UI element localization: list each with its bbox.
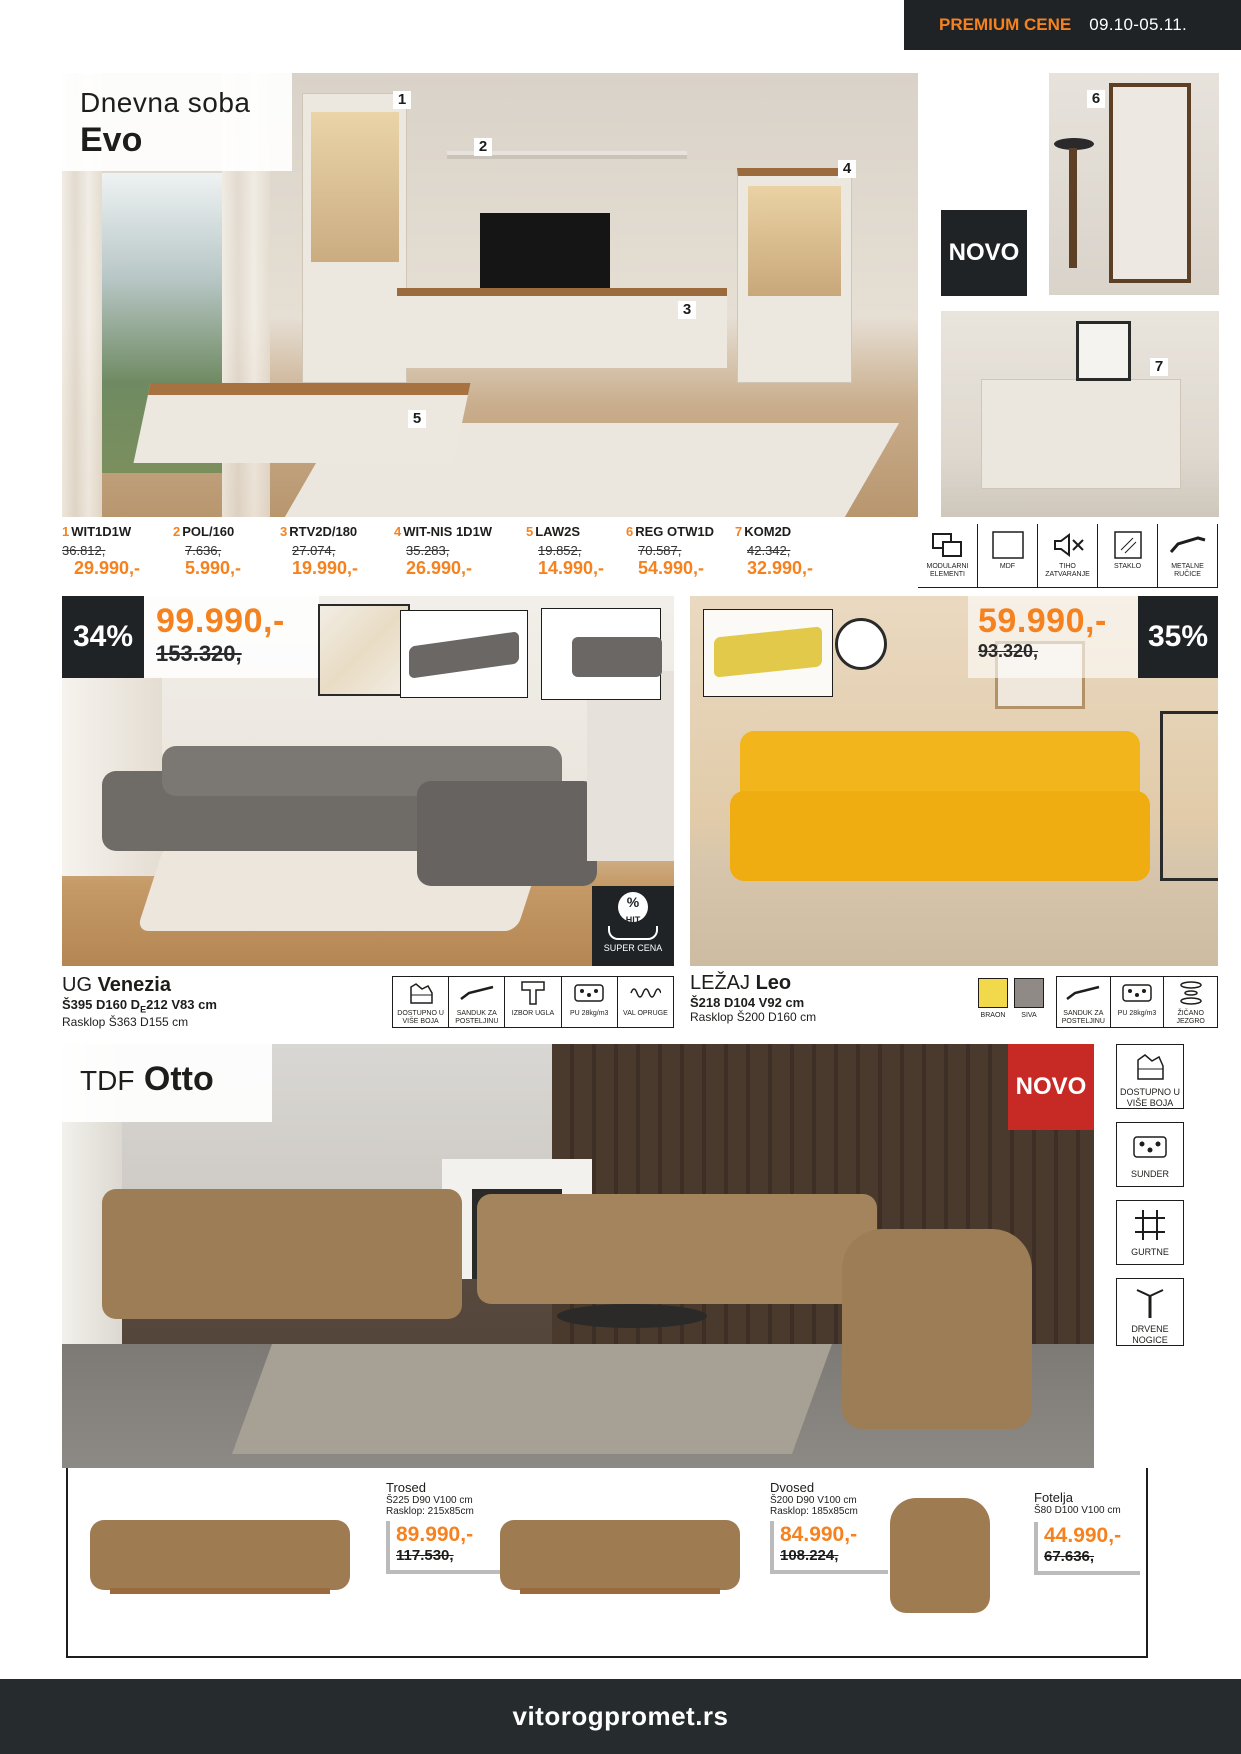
price-item: 7 KOM2D 42.342, 32.990,-	[735, 524, 814, 578]
tall-cabinet	[302, 93, 407, 383]
old-price: 7.636,	[185, 543, 222, 558]
feature-colors: DOSTUPNO U VIŠE BOJA	[393, 977, 449, 1027]
new-price: 29.990,-	[74, 558, 141, 578]
old-price: 35.283,	[406, 543, 450, 558]
coffee-table	[557, 1304, 707, 1328]
dvosed-image	[500, 1520, 740, 1610]
price-item: 2 POL/160 7.636, 5.990,-	[173, 524, 242, 578]
feature-mute: TIHO ZATVARANJE	[1038, 524, 1098, 587]
feature-storage: SANDUK ZA POSTELJINU	[449, 977, 505, 1027]
old-price: 42.342,	[747, 543, 791, 558]
feature-wood-legs: DRVENE NOGICE	[1116, 1278, 1184, 1346]
feature-mdf: MDF	[978, 524, 1038, 587]
old-price: 117.530,	[396, 1547, 454, 1564]
marker-2: 2	[474, 138, 492, 156]
old-price: 19.852,	[538, 543, 582, 558]
fotelja-info: Fotelja Š80 D100 V100 cm 44.990,- 67.636,	[1034, 1490, 1146, 1575]
swatch-icon	[408, 979, 434, 1007]
price: 59.990,-	[978, 602, 1107, 640]
price-bracket	[1034, 1522, 1140, 1575]
old-price: 27.074,	[292, 543, 336, 558]
old-price: 93.320,	[978, 641, 1039, 661]
feature-springs: VAL OPRUGE	[618, 977, 673, 1027]
feature-sunder: SUNDER	[1116, 1122, 1184, 1187]
otto-sofa-middle	[477, 1194, 877, 1304]
new-price: 26.990,-	[406, 558, 473, 578]
evo-title	[62, 73, 292, 171]
price-item: 1 WIT1D1W 36.812, 29.990,-	[62, 524, 141, 578]
evo-features	[918, 524, 1218, 588]
mdf-icon	[991, 530, 1025, 560]
spring-icon	[629, 979, 661, 1007]
feature-handle: METALNE RUČICE	[1158, 524, 1217, 587]
foam-icon	[1132, 1129, 1168, 1165]
evo-title-pre: Dnevna soba	[80, 87, 251, 118]
super-cena-badge: % HIT SUPER CENA	[592, 886, 674, 966]
venezia-features	[392, 976, 674, 1028]
sofa-variant-thumb	[541, 608, 661, 700]
leo-info: LEŽAJ Leo Š218 D104 V92 cm Rasklop Š200 D160 cm	[690, 972, 817, 1024]
old-price: 70.587,	[638, 543, 682, 558]
color-swatch-siva[interactable]: SIVA	[1014, 978, 1044, 1028]
venezia-price-box	[144, 596, 319, 678]
percent-icon: % HIT	[618, 892, 648, 922]
bookcase-photo	[1049, 73, 1219, 295]
footer	[0, 1679, 1241, 1754]
venezia-info: UG Venezia Š395 D160 $D_E212$ V83 cm Rasklop Š363 D155 cm	[62, 974, 217, 1029]
price-item: 5 LAW2S 19.852, 14.990,-	[526, 524, 605, 578]
feature-foam: PU 28kg/m3	[562, 977, 618, 1027]
swatch-icon	[1135, 1051, 1165, 1083]
feature-colors: DOSTUPNO U VIŠE BOJA	[1116, 1044, 1184, 1109]
glass-icon	[1113, 530, 1143, 560]
color-options	[978, 978, 1052, 1028]
feature-storage: SANDUK ZA POSTELJINU	[1057, 977, 1111, 1027]
price-item: 3 RTV2D/180 27.074, 19.990,-	[280, 524, 359, 578]
novo-badge: NOVO	[941, 210, 1027, 296]
new-price: 44.990,-	[1044, 1524, 1122, 1547]
old-price: 67.636,	[1044, 1548, 1095, 1565]
price-bracket	[770, 1521, 888, 1574]
trosed-info: Trosed Š225 D90 V100 cm Rasklop: 215x85cm 89.990,- 117.530,	[386, 1480, 526, 1574]
leo-bed-thumb	[703, 609, 833, 697]
sofa-variant-thumb	[400, 610, 528, 698]
marker-6: 6	[1087, 90, 1105, 108]
website-link[interactable]: vitorogpromet.rs	[512, 1701, 729, 1731]
sideboard-photo	[941, 311, 1219, 517]
price-item: 4 WIT-NIS 1D1W 35.283, 26.990,-	[394, 524, 493, 578]
new-price: 5.990,-	[185, 558, 242, 578]
color-swatch-braon[interactable]: BRAON	[978, 978, 1008, 1028]
tv	[480, 213, 610, 288]
dvosed-info: Dvosed Š200 D90 V100 cm Rasklop: 185x85cm 84.990,- 108.224,	[770, 1480, 910, 1574]
mute-icon	[1051, 530, 1085, 560]
old-price: 108.224,	[780, 1547, 839, 1564]
trosed-image	[90, 1520, 350, 1610]
wall-art	[318, 604, 410, 696]
fotelja-image	[890, 1498, 990, 1623]
new-price: 14.990,-	[538, 558, 605, 578]
feature-coil: ŽIČANO JEZGRO	[1164, 977, 1217, 1027]
hand-icon	[608, 926, 658, 940]
marker-4: 4	[838, 160, 856, 178]
webbing-icon	[1133, 1207, 1167, 1243]
handle-icon	[1168, 530, 1208, 560]
tv-unit	[397, 288, 727, 368]
feature-foam: PU 28kg/m3	[1111, 977, 1165, 1027]
marker-3: 3	[678, 301, 696, 319]
wood-leg-icon	[1135, 1285, 1165, 1320]
promo-dates: 09.10-05.11.	[1089, 15, 1188, 34]
rug	[232, 1344, 832, 1454]
discount-badge: 35%	[1138, 596, 1218, 678]
feature-glass: STAKLO	[1098, 524, 1158, 587]
feature-corner: IZBOR UGLA	[505, 977, 561, 1027]
feature-gurtne: GURTNE	[1116, 1200, 1184, 1265]
promo-label: PREMIUM CENE	[939, 15, 1072, 34]
corner-icon	[520, 979, 546, 1007]
evo-price-list	[62, 524, 922, 584]
otto-items-box	[66, 1468, 1148, 1658]
new-price: 19.990,-	[292, 558, 359, 578]
new-price: 84.990,-	[780, 1523, 858, 1546]
feature-modular: MODULARNI ELEMENTI	[918, 524, 978, 587]
novo-badge: NOVO	[1008, 1044, 1094, 1130]
otto-title: TDF Otto	[62, 1044, 272, 1122]
coil-icon	[1178, 979, 1204, 1007]
old-price: 36.812,	[62, 543, 106, 558]
showcase	[737, 168, 852, 383]
marker-1: 1	[393, 91, 411, 109]
marker-5: 5	[408, 410, 426, 428]
evo-title-name: Evo	[80, 121, 143, 159]
new-price: 32.990,-	[747, 558, 814, 578]
otto-armchair	[842, 1229, 1032, 1429]
wall-clock	[835, 618, 887, 670]
price: 99.990,-	[156, 602, 285, 640]
foam-icon	[573, 979, 605, 1007]
new-price: 54.990,-	[638, 558, 705, 578]
modular-icon	[931, 530, 965, 560]
marker-7: 7	[1150, 358, 1168, 376]
new-price: 89.990,-	[396, 1523, 474, 1546]
promo-header	[904, 0, 1241, 50]
price-item: 6 REG OTW1D 70.587, 54.990,-	[626, 524, 714, 578]
old-price: 153.320,	[156, 641, 242, 666]
leo-features	[1056, 976, 1218, 1028]
storage-icon	[459, 979, 495, 1007]
foam-icon	[1121, 979, 1153, 1007]
discount-badge: 34%	[62, 596, 144, 678]
otto-sofa-left	[102, 1189, 462, 1319]
storage-icon	[1065, 979, 1101, 1007]
price-bracket	[386, 1521, 504, 1574]
leo-price-box	[968, 596, 1138, 678]
